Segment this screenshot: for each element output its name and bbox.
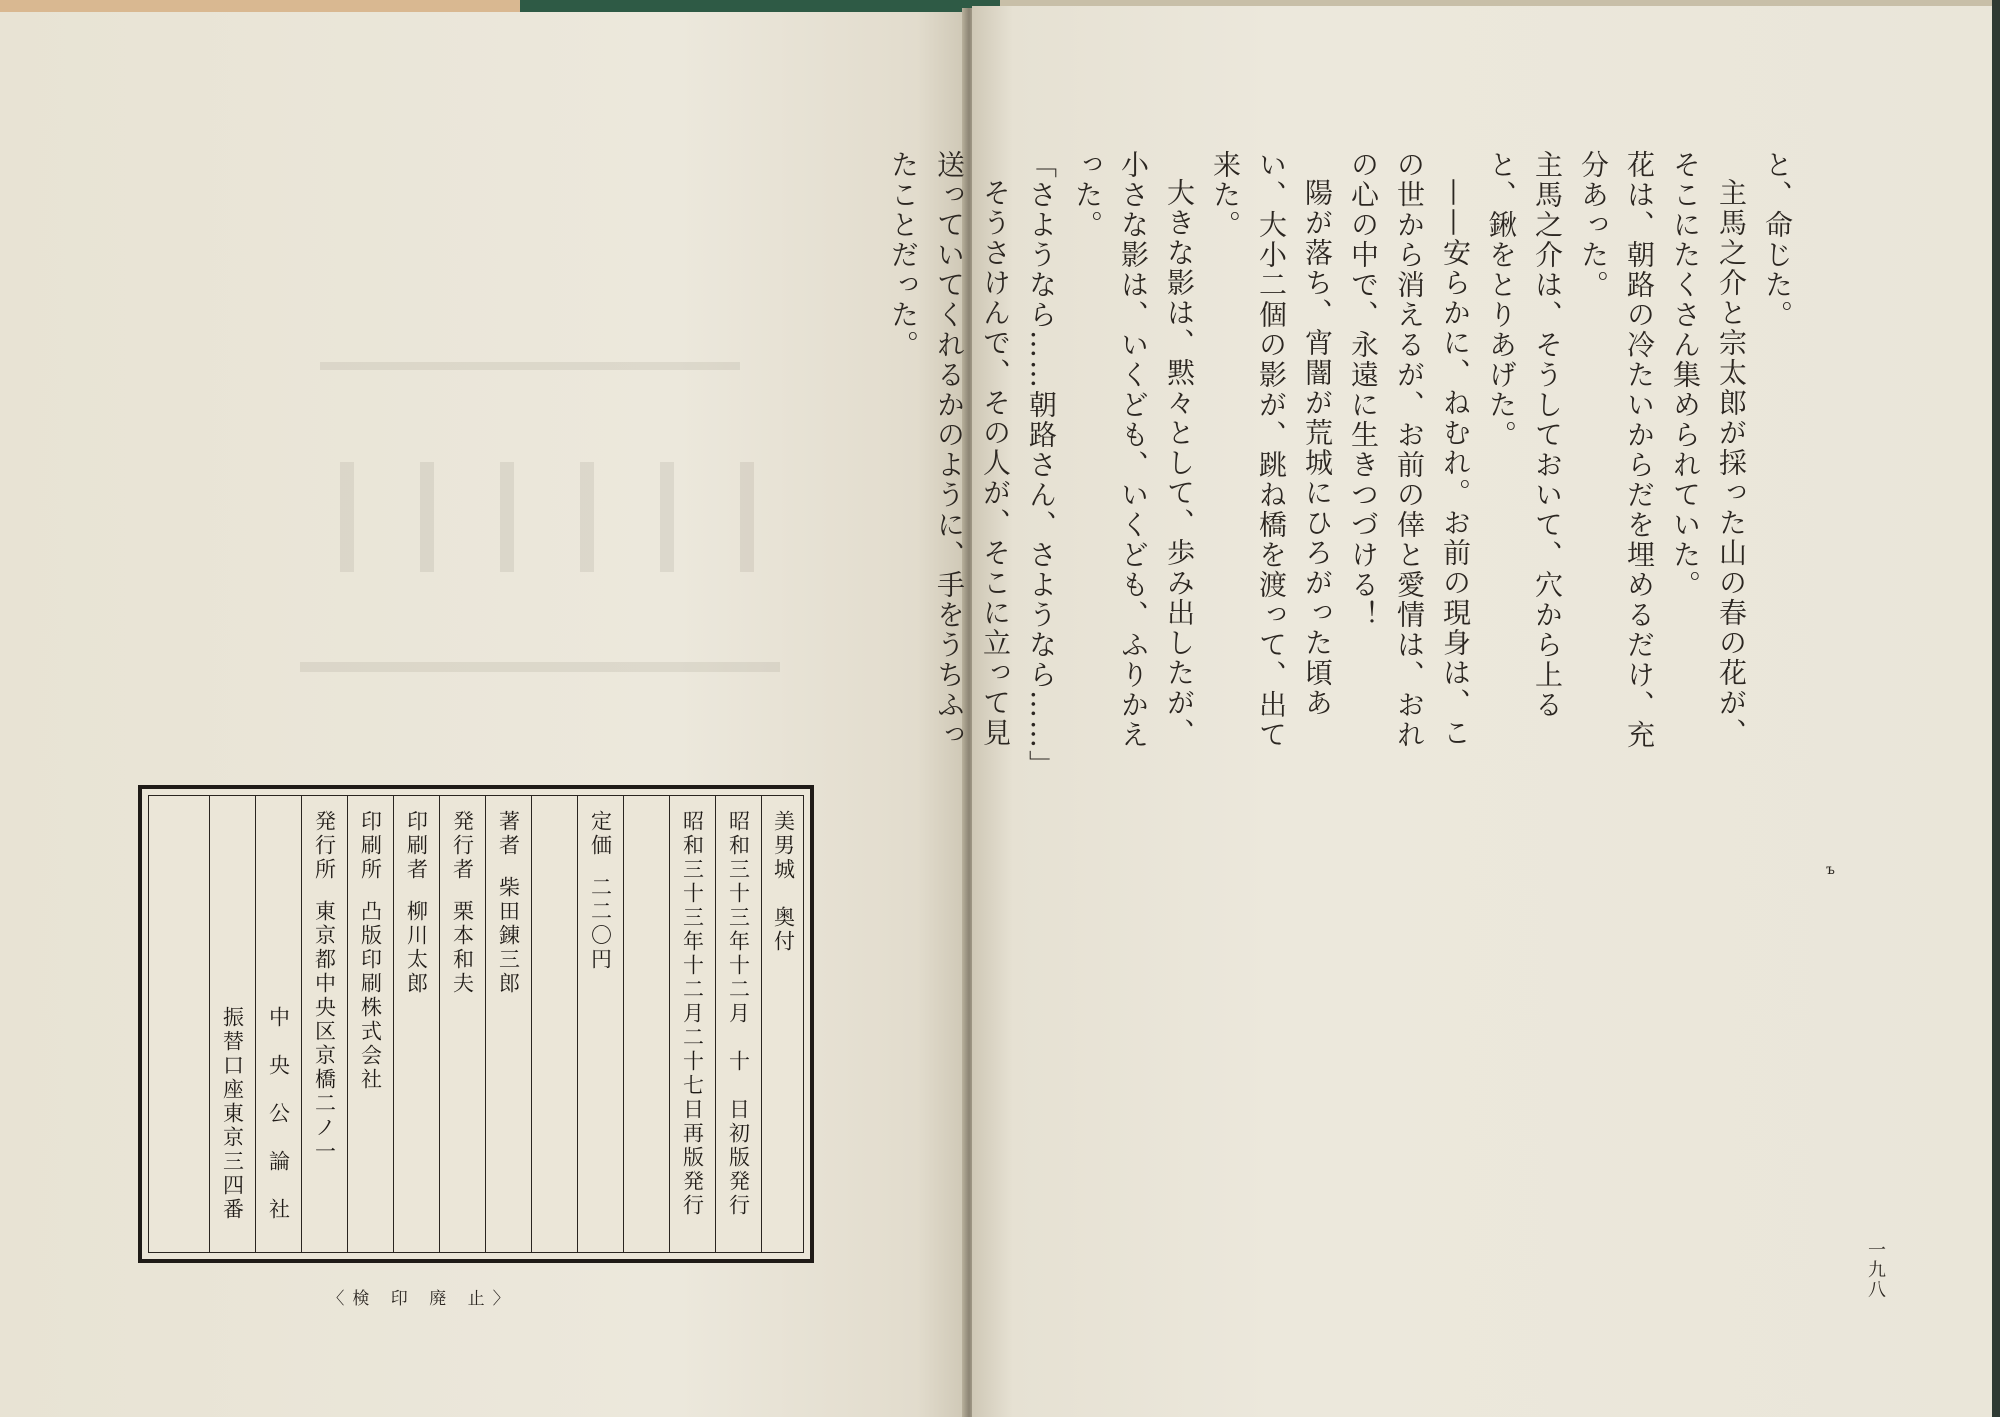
printing-house-label: 印刷所 bbox=[358, 810, 383, 882]
paragraph: 大きな影は、黙々として、歩み出したが、小さな影は、いくども、いくども、ふりかえった。 bbox=[1071, 150, 1196, 750]
printing-house bbox=[357, 810, 385, 1092]
colophon-column-blank bbox=[149, 796, 209, 1252]
colophon-title: 美男城 奥付 bbox=[771, 810, 796, 954]
show-through-ghost bbox=[300, 342, 800, 762]
stray-mark: ъ bbox=[1826, 862, 1835, 878]
paragraph: と、命じた。 bbox=[1761, 150, 1794, 330]
first-edition-date: 昭和三十三年十二月 十 日初版発行 bbox=[726, 810, 751, 1218]
publisher-name: 中 央 公 論 社 bbox=[266, 1006, 291, 1222]
printing-house-value: 凸版印刷株式会社 bbox=[358, 900, 383, 1092]
colophon-column-publisher-name bbox=[255, 796, 301, 1252]
colophon-column-publishing-house bbox=[301, 796, 347, 1252]
seal-note-text: 〈検 印 廃 止〉 bbox=[327, 1289, 518, 1309]
publisher-person-value: 栗本和夫 bbox=[450, 900, 475, 996]
publishing-house-label: 発行所 bbox=[312, 810, 337, 882]
author-value: 柴田錬三郎 bbox=[496, 876, 521, 996]
paragraph: 陽が落ち、宵闇が荒城にひろがった頃あい、大小二個の影が、跳ね橋を渡って、出て来た。 bbox=[1209, 150, 1334, 750]
price-value: 二二〇円 bbox=[588, 876, 613, 972]
colophon-column-transfer-account bbox=[209, 796, 255, 1252]
reprint-date: 昭和三十三年十二月二十七日再版発行 bbox=[680, 810, 705, 1218]
transfer-account: 振替口座東京三四番 bbox=[220, 1006, 245, 1222]
printer-person-label: 印刷者 bbox=[404, 810, 429, 882]
printer-person-value: 柳川太郎 bbox=[404, 900, 429, 996]
colophon-column-reprint bbox=[669, 796, 715, 1252]
seal-abolished-note bbox=[0, 1284, 965, 1309]
price-label: 定価 bbox=[588, 810, 613, 858]
colophon-column-title bbox=[761, 796, 805, 1252]
publisher-person bbox=[449, 810, 477, 996]
colophon-column-printer-person bbox=[393, 796, 439, 1252]
colophon-column-blank bbox=[531, 796, 577, 1252]
author-label: 著者 bbox=[496, 810, 521, 858]
paragraph: 「さようなら……朝路さん、さようなら……」 bbox=[1025, 150, 1058, 780]
body-text bbox=[887, 150, 1800, 780]
paragraph: 主馬之介は、そうしておいて、穴から上ると、鍬をとりあげた。 bbox=[1485, 150, 1564, 720]
publishing-house-value: 東京都中央区京橋二ノ一 bbox=[312, 900, 337, 1164]
paragraph: ——安らかに、ねむれ。お前の現身は、この世から消えるが、お前の倖と愛情は、おれの心の中で、永遠に生きつづける！ bbox=[1347, 150, 1472, 750]
top-edge bbox=[520, 0, 1000, 12]
printer-person bbox=[403, 810, 431, 996]
colophon-column-printing-house bbox=[347, 796, 393, 1252]
colophon-frame bbox=[148, 795, 804, 1253]
publisher-person-label: 発行者 bbox=[450, 810, 475, 882]
colophon-column-blank bbox=[623, 796, 669, 1252]
book-edge bbox=[1992, 0, 2000, 1417]
colophon-box bbox=[138, 785, 814, 1263]
colophon-column-first-edition bbox=[715, 796, 761, 1252]
paragraph: 花は、朝路の冷たいからだを埋めるだけ、充分あった。 bbox=[1577, 150, 1656, 750]
colophon-column-price bbox=[577, 796, 623, 1252]
publishing-house bbox=[311, 810, 339, 1164]
page-number: 一九八 bbox=[1865, 1240, 1886, 1300]
colophon-column-publisher-person bbox=[439, 796, 485, 1252]
left-page bbox=[0, 12, 965, 1417]
paragraph: 主馬之介と宗太郎が採った山の春の花が、そこにたくさん集められていた。 bbox=[1669, 150, 1748, 748]
author bbox=[495, 810, 523, 996]
colophon-column-author bbox=[485, 796, 531, 1252]
paragraph: そうさけんで、その人が、そこに立って見送っていてくれるかのように、手をうちふったことだった。 bbox=[887, 150, 1012, 750]
price bbox=[587, 810, 615, 972]
